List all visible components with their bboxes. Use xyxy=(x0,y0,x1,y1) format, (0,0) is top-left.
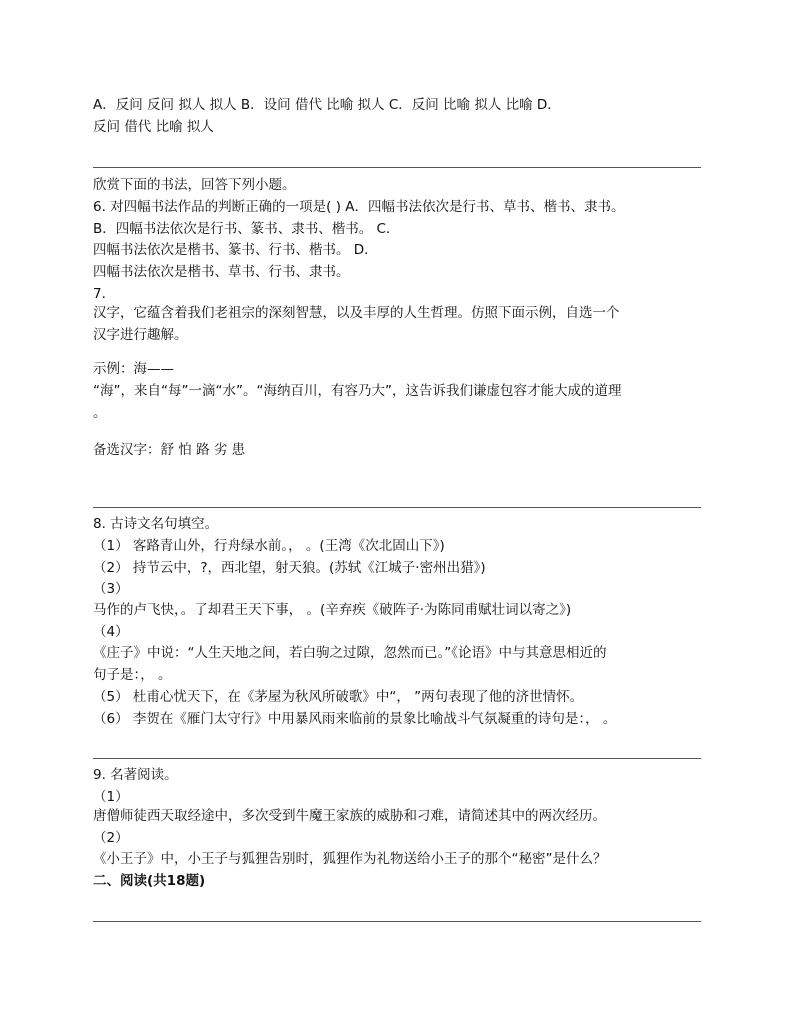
example-line1: “海”，来自“每”一滴“水”。“海纳百川，有容乃大”，这告诉我们谦虚包容才能大成的道理 xyxy=(93,383,622,399)
q6-line4: 四幅书法依次是楷书、草书、行书、隶书。 xyxy=(93,264,350,280)
section-heading: 二、阅读(共18题) xyxy=(93,873,206,889)
q8-item6: （6） 李贺在《雁门太守行》中用暴风雨来临前的景象比喻战斗气氛凝重的诗句是：， 。 xyxy=(93,711,617,727)
divider-1 xyxy=(93,167,701,168)
q8-item5: （5） 杜甫心忧天下，在《茅屋为秋风所破歌》中“， ”两句表现了他的济世情怀。 xyxy=(93,689,584,705)
q8-item4-line2: 句子是：， 。 xyxy=(93,667,172,683)
q8-item1: （1） 客路青山外，行舟绿水前。， 。(王湾《次北固山下》) xyxy=(93,538,445,554)
divider-3 xyxy=(93,758,701,759)
q6-line1: 6. 对四幅书法作品的判断正确的一项是( ) A．四幅书法依次是行书、草书、楷书、隶书。 xyxy=(93,199,625,215)
q9-item1-number: （1） xyxy=(93,789,129,805)
q7-number: 7. xyxy=(93,286,106,302)
q8-item3-number: （3） xyxy=(93,581,129,597)
divider-4 xyxy=(93,921,701,922)
example-label: 示例：海—— xyxy=(93,361,174,377)
q8-item4-number: （4） xyxy=(93,624,129,640)
q9-item1-text: 唐僧师徒西天取经途中，多次受到牛魔王家族的威胁和刁难，请简述其中的两次经历。 xyxy=(93,808,606,824)
q5-options-line1: A．反问 反问 拟人 拟人 B．设问 借代 比喻 拟人 C．反问 比喻 拟人 比喻 D． xyxy=(93,97,561,113)
calligraphy-intro: 欣赏下面的书法，回答下列小题。 xyxy=(93,177,296,193)
example-line2: 。 xyxy=(93,405,107,421)
q6-line2: B．四幅书法依次是行书、篆书、隶书、楷书。 C． xyxy=(93,221,400,237)
q5-options-line2: 反问 借代 比喻 拟人 xyxy=(93,119,214,135)
q8-title: 8. 古诗文名句填空。 xyxy=(93,516,219,532)
q8-item3-text: 马作的卢飞快，。了却君王天下事， 。(辛弃疾《破阵子·为陈同甫赋壮词以寄之》) xyxy=(93,602,572,618)
q8-item2: （2） 持节云中，?，西北望，射天狼。(苏轼《江城子·密州出猎》) xyxy=(93,560,486,576)
divider-2 xyxy=(93,507,701,508)
candidate-characters: 备选汉字：舒 怕 路 劣 患 xyxy=(93,442,246,458)
q9-item2-number: （2） xyxy=(93,830,129,846)
q7-line1: 汉字，它蕴含着我们老祖宗的深刻智慧，以及丰厚的人生哲理。仿照下面示例，自选一个 xyxy=(93,305,620,321)
q9-title: 9. 名著阅读。 xyxy=(93,767,178,783)
q7-line2: 汉字进行趣解。 xyxy=(93,327,188,343)
q6-line3: 四幅书法依次是楷书、篆书、行书、楷书。 D． xyxy=(93,242,378,258)
q8-item4-line1: 《庄子》中说：“人生天地之间，若白驹之过隙，忽然而已。”《论语》中与其意思相近的 xyxy=(93,645,607,661)
q9-item2-text: 《小王子》中，小王子与狐狸告别时，狐狸作为礼物送给小王子的那个“秘密”是什么？ xyxy=(93,851,607,867)
